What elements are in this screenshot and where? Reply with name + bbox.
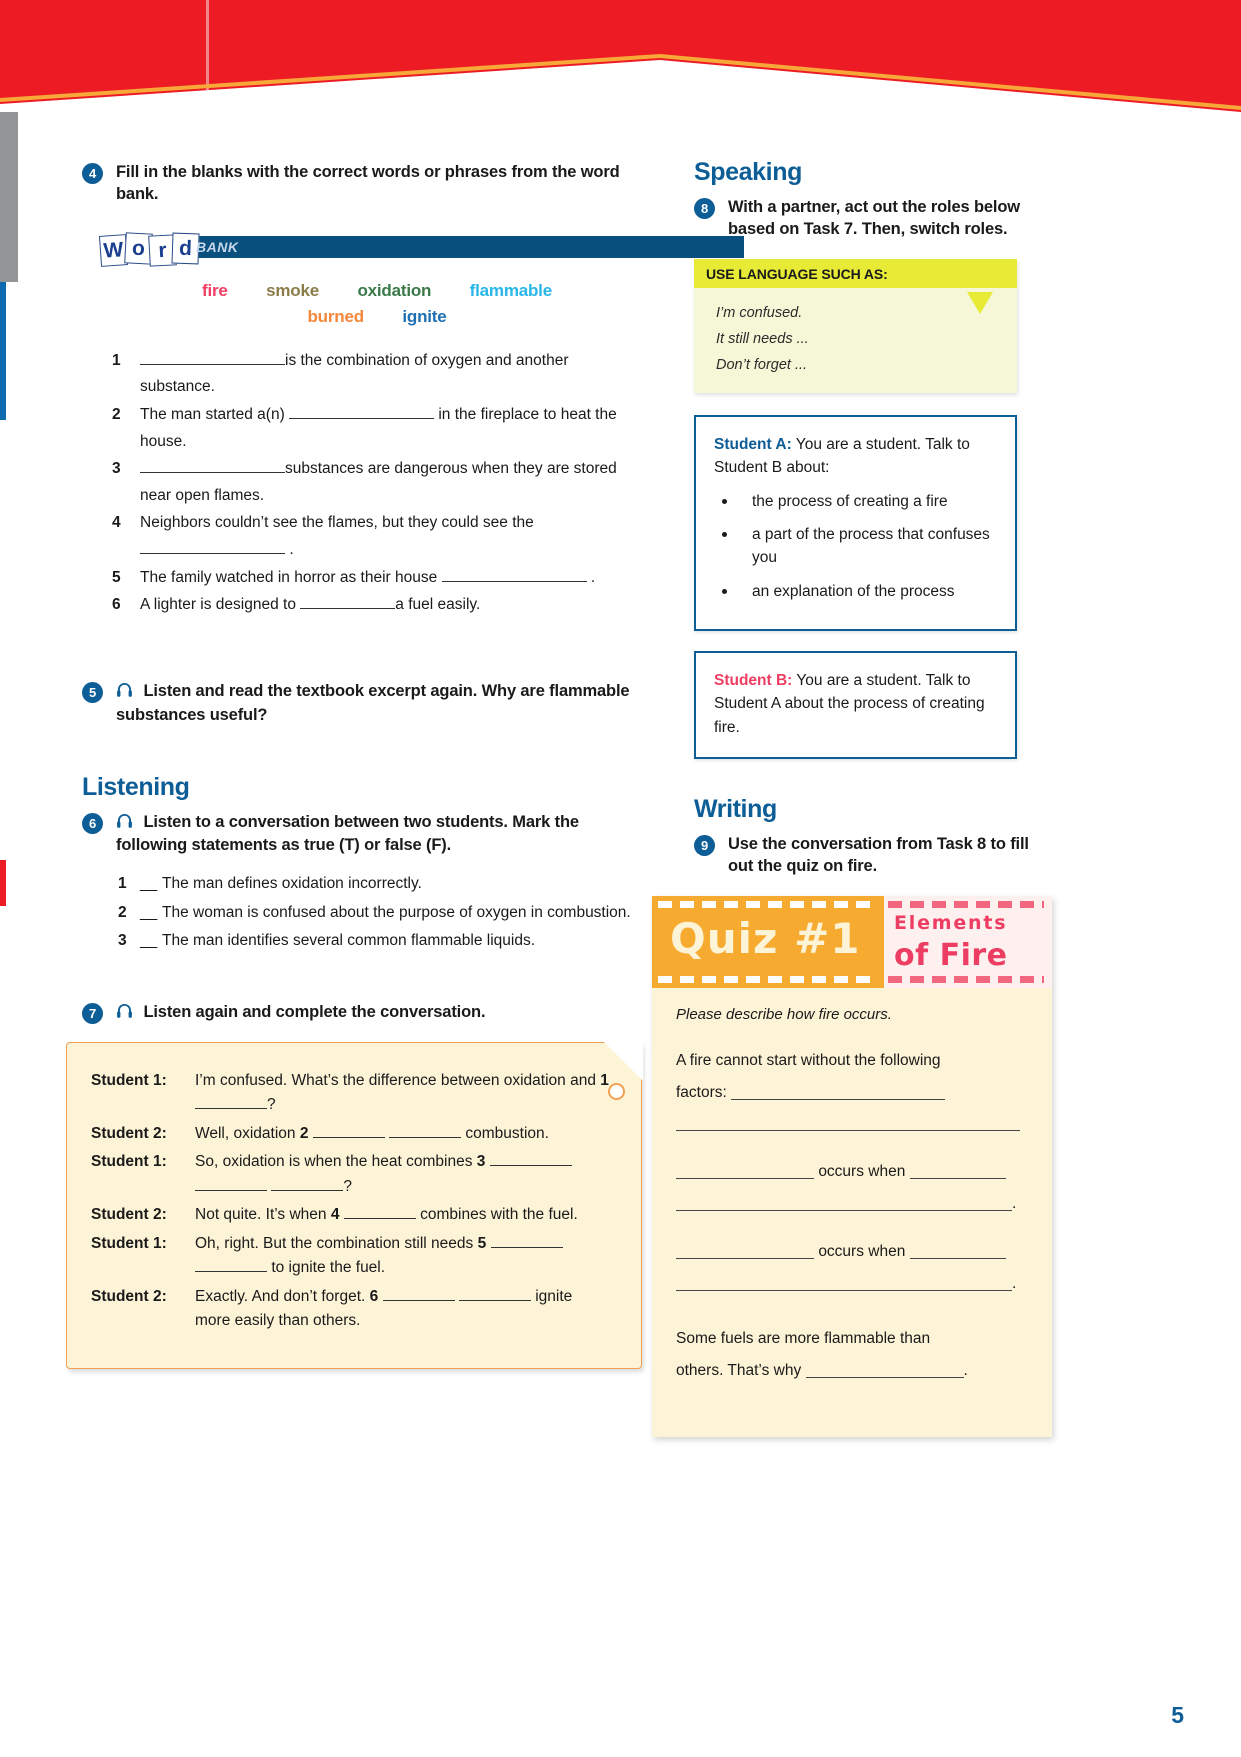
conversation-blank-num-2: 2 [299,1124,309,1142]
quiz-line-3-text: occurs when [818,1242,906,1260]
word-flammable: flammable [469,280,552,300]
task-9-number: 9 [694,835,715,856]
headphones-icon [116,1003,133,1026]
quiz-body [652,988,1052,1437]
page-body [0,132,1241,1757]
student-b-intro-line [714,669,1001,740]
task-5-instruction: Listen and read the textbook excerpt again. Why are flammable substances useful? [116,682,630,724]
quiz-subtitle-line-1: Elements [894,911,1008,934]
tf-item-2 [110,900,642,926]
quiz-line-4-text-a: Some fuels are more flammable than [676,1330,931,1348]
word-bank-label: BANK [196,238,239,255]
word-bank-letter-r: r [148,234,177,266]
student-b-role-box [694,651,1017,760]
quiz-blank-1b[interactable] [676,1130,1020,1131]
word-bank-row-1 [112,278,642,304]
conversation-blank-num-5: 5 [477,1234,487,1252]
fill-item-3-number: 3 [112,460,121,478]
tf-item-1-number: 1 [118,875,127,893]
fill-item-5-text-pre: The family watched in horror as their house [140,568,438,586]
task-8 [694,197,1034,241]
conversation-line-5 [91,1232,611,1281]
fill-item-4-blank[interactable] [140,553,285,554]
fill-item-4-text-pre: Neighbors couldn’t see the flames, but they could see the [140,514,534,532]
task-8-number: 8 [694,198,715,219]
conversation-text-5-pre: Oh, right. But the combination still needs [195,1234,478,1252]
tf-item-2-answer-blank[interactable]: __ [140,903,158,921]
word-oxidation: oxidation [357,280,432,300]
quiz-blank-3b[interactable] [910,1258,1006,1259]
quiz-blank-3a[interactable] [676,1258,814,1259]
conversation-blank-5b[interactable] [195,1271,267,1272]
quiz-card-header [652,896,1052,988]
quiz-line-2-text: occurs when [818,1163,906,1181]
conversation-blank-5a[interactable] [491,1247,563,1248]
conversation-speaker-4: Student 2: [91,1206,167,1224]
fill-item-1 [104,348,642,401]
fill-item-3-text: substances are dangerous when they are stored near open flames. [140,460,617,504]
word-bank-row-2 [112,304,642,330]
tf-item-2-number: 2 [118,903,127,921]
word-bank-letter-o: o [124,232,153,264]
word-bank-bar [192,236,744,258]
use-language-item-3: Don’t forget ... [716,357,808,374]
conversation-speaker-3: Student 1: [91,1153,167,1171]
tf-item-1-answer-blank[interactable]: __ [140,875,158,893]
quiz-prompt: Please describe how fire occurs. [676,1005,892,1023]
conversation-text-2-pre: Well, oxidation [195,1124,300,1142]
conversation-blank-4a[interactable] [344,1218,416,1219]
right-column [670,158,1034,1437]
fill-item-4 [104,510,642,563]
conversation-blank-6a[interactable] [383,1300,455,1301]
student-a-bullet-2: a part of the process that confuses you [714,523,1001,570]
conversation-blank-2a[interactable] [313,1137,385,1138]
quiz-answer-block-3 [676,1236,1028,1300]
conversation-text-5-post: to ignite the fuel. [271,1259,386,1277]
fill-item-1-text: is the combination of oxygen and another substance. [140,351,569,396]
conversation-blank-num-3: 3 [476,1153,486,1171]
conversation-blank-3a[interactable] [490,1165,572,1166]
conversation-blank-3c[interactable] [271,1190,343,1191]
student-a-intro-line [714,433,1001,480]
fill-item-6-text-post: a fuel easily. [395,596,481,614]
tf-item-1-text: The man defines oxidation incorrectly. [162,875,422,893]
conversation-line-4 [91,1203,611,1227]
fill-item-2-text-post: in the fireplace to heat the house. [140,405,617,450]
conversation-speaker-2: Student 2: [91,1124,167,1142]
true-false-list [110,871,642,954]
quiz-blank-3c[interactable] [676,1290,1012,1291]
conversation-text-1-pre: I’m confused. What’s the difference between oxidation and [195,1071,601,1089]
conversation-blank-num-4: 4 [330,1206,340,1224]
quiz-line-1-text-b: factors: [676,1083,727,1101]
fill-item-5-text-post: . [590,568,596,586]
word-bank-letter-d: d [171,232,199,264]
conversation-text-2-post: combustion. [465,1124,549,1142]
task-6 [82,812,642,858]
word-fire: fire [202,280,228,300]
conversation-line-2 [91,1122,611,1146]
conversation-text-1-post: ? [267,1096,276,1114]
fill-item-5-blank[interactable] [442,581,587,582]
top-banner [0,0,1241,132]
conversation-line-6 [91,1285,611,1334]
quiz-line-4-text-b: others. That’s why [676,1362,802,1380]
task-6-instruction: Listen to a conversation between two students. Mark the following statements as true (T) or false (F). [116,812,579,855]
writing-section-heading: Writing [694,795,777,824]
task-9 [694,834,1034,878]
task-4-instruction: Fill in the blanks with the correct words or phrases from the word bank. [116,163,620,203]
conversation-blank-6b[interactable] [459,1300,531,1301]
conversation-speaker-1: Student 1: [91,1071,167,1089]
quiz-line-1-text-a: A fire cannot start without the following [676,1051,941,1069]
conversation-line-1 [91,1069,611,1118]
task-4 [82,162,642,206]
fill-item-1-number: 1 [112,351,121,369]
tf-item-3 [110,928,642,954]
tag-corner-fold [597,1043,641,1087]
word-bank-header [100,232,642,266]
conversation-line-3 [91,1150,611,1199]
conversation-text-3-post: ? [343,1177,352,1195]
quiz-title-panel [652,896,884,988]
task-6-number: 6 [82,813,103,834]
use-language-header: USE LANGUAGE SUCH AS: [694,259,1017,288]
task-8-instruction: With a partner, act out the roles below based on Task 7. Then, switch roles. [728,198,1020,238]
fill-item-6-blank[interactable] [300,608,395,609]
quiz-blank-2a[interactable] [676,1178,814,1179]
tf-item-3-answer-blank[interactable]: __ [140,931,158,949]
fill-item-6 [104,592,642,619]
student-a-bullet-3: an explanation of the process [714,580,1001,603]
listening-section-heading: Listening [82,772,190,801]
conversation-text-6-post: ignite more easily than others. [195,1287,573,1330]
task-7-instruction: Listen again and complete the conversation. [143,1003,486,1022]
fill-item-6-text-pre: A lighter is designed to [140,596,296,614]
conversation-text-4-post: combines with the fuel. [420,1206,578,1224]
word-bank-words [82,278,642,330]
fill-item-5 [104,565,642,592]
student-a-role-box [694,415,1017,631]
tf-item-1 [110,871,642,897]
fill-item-2-blank[interactable] [289,418,434,419]
word-smoke: smoke [266,280,319,300]
speech-bubble-tail [967,292,993,314]
fill-item-2 [104,402,642,455]
use-language-box [694,259,1017,393]
word-burned: burned [307,306,364,326]
fill-item-1-blank[interactable] [140,364,285,365]
headphones-icon [116,813,133,836]
page-number: 5 [1171,1702,1184,1728]
quiz-answer-block-4 [676,1323,1028,1387]
quiz-blank-1a[interactable] [731,1099,945,1100]
word-bank-letter-w: W [99,234,128,267]
tf-item-3-text: The man identifies several common flammable liquids. [162,931,536,949]
quiz-blank-2b[interactable] [910,1178,1006,1179]
quiz-perforation-bottom [658,976,878,983]
quiz-title: Quiz #1 [670,913,861,963]
quiz-blank-4a[interactable] [806,1377,964,1378]
task-5-number: 5 [82,682,103,703]
speaking-section-heading: Speaking [694,158,802,186]
fill-item-5-number: 5 [112,568,121,586]
fill-item-3 [104,456,642,509]
quiz-perforation-top [658,901,878,908]
conversation-blank-num-6: 6 [369,1287,379,1305]
tf-item-3-number: 3 [118,931,127,949]
conversation-blank-3b[interactable] [195,1190,267,1191]
word-ignite: ignite [402,306,447,326]
conversation-text-3-pre: So, oxidation is when the heat combines [195,1153,477,1171]
student-a-bullet-list [714,490,1001,603]
fill-in-blank-list [104,348,642,620]
conversation-text-6-pre: Exactly. And don’t forget. [195,1287,370,1305]
fill-item-2-number: 2 [112,405,121,423]
task-7 [82,1002,642,1026]
fill-item-4-text-post: . [289,541,294,559]
fill-item-3-blank[interactable] [140,472,285,473]
quiz-card [652,896,1052,1437]
conversation-blank-2b[interactable] [389,1137,461,1138]
student-a-intro-text: You are a student. Talk to Student B about: [714,435,970,477]
student-b-intro-text: You are a student. Talk to Student A about the process of creating fire. [714,671,985,736]
conversation-card [66,1042,642,1369]
banner-wedge-shape [0,0,1241,132]
quiz-perforation-bottom-right [888,976,1044,983]
quiz-subtitle-panel [884,896,1052,988]
task-5 [82,681,642,727]
student-a-label: Student A: [714,435,792,453]
conversation-blank-1a[interactable] [195,1108,267,1109]
use-language-item-1: I’m confused. [716,304,803,321]
use-language-item-2: It still needs ... [716,330,809,347]
student-b-label: Student B: [714,671,793,689]
quiz-line-4-period: . [963,1362,968,1380]
fill-item-6-number: 6 [112,596,121,614]
left-column [82,162,642,1369]
fill-item-4-number: 4 [112,514,121,532]
conversation-text-4-pre: Not quite. It’s when [195,1206,331,1224]
quiz-line-3-period: . [1012,1274,1017,1292]
task-7-number: 7 [82,1003,103,1024]
task-9-instruction: Use the conversation from Task 8 to fill out the quiz on fire. [728,835,1029,876]
fill-item-2-text-pre: The man started a(n) [140,405,285,423]
quiz-answer-block-2 [676,1156,1028,1220]
quiz-answer-block-1 [676,1045,1028,1140]
conversation-speaker-6: Student 2: [91,1287,167,1305]
quiz-subtitle-line-2: of Fire [894,937,1008,973]
student-a-bullet-1: the process of creating a fire [714,490,1001,513]
conversation-blank-num-1: 1 [600,1071,609,1089]
tf-item-2-text: The woman is confused about the purpose of oxygen in combustion. [162,903,631,921]
quiz-blank-2c[interactable] [676,1210,1012,1211]
conversation-speaker-5: Student 1: [91,1234,167,1252]
task-4-number: 4 [82,163,103,184]
quiz-perforation-top-right [888,901,1044,908]
headphones-icon [116,682,133,705]
quiz-line-2-period: . [1012,1194,1017,1212]
conversation-card-wrapper [66,1042,642,1369]
